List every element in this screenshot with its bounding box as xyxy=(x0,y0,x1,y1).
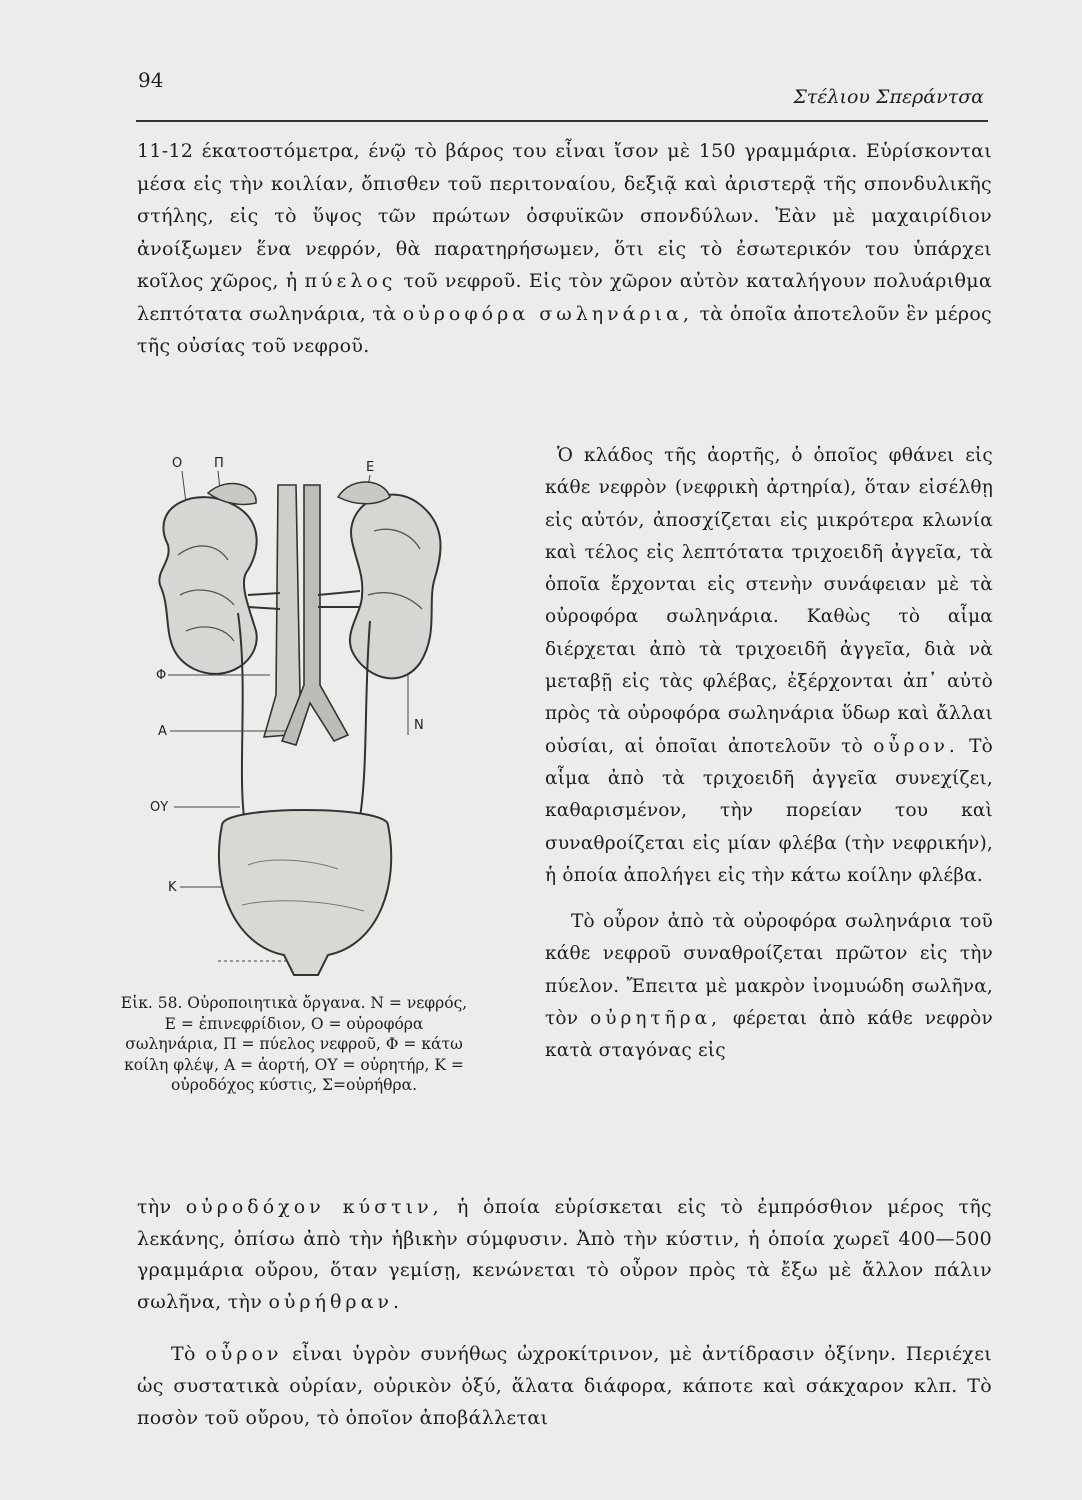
term-kystis: οὐροδόχον κύστιν, xyxy=(185,1196,443,1218)
label-OY: ΟΥ xyxy=(150,800,169,815)
paragraph-text: ἡ ὁποία εὑρίσκεται εἰς τὸ ἐμπρόσθιον μέρος τῆς λεκάνης, ὀπίσω ἀπὸ τὴν ἡβικὴν σύμφυσιν. Ἀπὸ τὴν κύστιν, ἡ ὁποία χωρεῖ 400—500 γραμμάρια οὔρου, ὅταν γεμίσῃ, κενώνεται τὸ οὖρον πρὸς τὰ ἔξω μὲ ἄλλον πάλιν σωλῆνα, τὴν xyxy=(137,1196,992,1313)
label-E: Ε xyxy=(366,460,375,475)
page-number: 94 xyxy=(138,68,164,92)
term-ouron: οὖρον. xyxy=(873,735,959,757)
label-Phi: Φ xyxy=(156,668,167,683)
paragraph-text: 11-12 έκατοστόμετρα, ένῷ τὸ βάρος του εἶναι ἴσον μὲ 150 γραμμάρια. Εὑρίσκονται μέσα εἰς τὴν κοιλίαν, ὄπισθεν τοῦ περιτοναίου, δεξιᾷ καὶ ἀριστερᾷ τῆς σπονδυλικῆς στήλης, εἰς τὸ ὕψος τῶν πρώτων ὀσφυϊκῶν σπονδύλων. Ἐὰν μὲ μαχαιρίδιον ἀνοίξωμεν ἕνα νεφρόν, θὰ παρατηρήσωμεν, ὅτι εἰς τὸ ἐσωτερικόν του ὑπάρχει κοῖλος χῶρος, ἡ xyxy=(137,140,992,292)
paragraph-text: τοῦ νεφροῦ. Εἰς τὸν χῶρον αὐτὸν καταλήγουν πολυάριθμα λεπτότατα σωληνάρια, τὰ xyxy=(137,270,993,325)
header-rule xyxy=(136,120,988,122)
label-P: Π xyxy=(214,456,224,471)
figure-caption: Εἰκ. 58. Οὐροποιητικὰ ὄργανα. Ν = νεφρός, Ε = ἐπινεφρίδιον, Ο = οὐροφόρα σωληνάρια, Π = πύελος νεφροῦ, Φ = κάτω κοίλη φλέψ, Α = ἀορτή, ΟΥ = οὐρητήρ, Κ = οὐροδόχος κύστις, Σ=οὐρήθρα. xyxy=(120,994,468,1094)
term-oureter: οὐρητῆρα, xyxy=(590,1008,721,1030)
paragraph-bladder xyxy=(137,1192,992,1318)
term-ouron: οὖρον xyxy=(205,1343,283,1365)
running-title: Στέλιου Σπεράντσα xyxy=(793,86,984,108)
paragraph-aorta xyxy=(545,440,993,892)
paragraph-text: τὴν xyxy=(137,1196,172,1218)
paragraph-text: τὰ ὁποῖα ἀποτελοῦν ἓν μέρος τῆς οὐσίας τοῦ νεφροῦ. xyxy=(137,302,992,357)
paragraph-urine xyxy=(137,1338,992,1434)
label-N: Ν xyxy=(414,718,424,733)
paragraph-text: Ὁ κλάδος τῆς ἀορτῆς, ὁ ὁποῖος φθάνει εἰς κάθε νεφρὸν (νεφρικὴ ἀρτηρία), ὅταν εἰσέλθῃ εἰς αὐτόν, ἀποσχίζεται εἰς μικρότερα κλωνία καὶ τέλος εἰς λεπτότατα τριχοειδῆ ἀγγεῖα, τὰ ὁποῖα ἔρχονται εἰς στενὴν συνάφειαν μὲ τὰ οὐροφόρα σωληνάρια. Καθὼς τὸ αἷμα διέρχεται ἀπὸ τὰ τριχοειδῆ ἀγγεῖα, διὰ νὰ μεταβῇ εἰς τὰς φλέβας, ἐξέρχονται ἀπ᾽ αὐτὸ πρὸς τὰ οὐροφόρα σωληνάρια ὕδωρ καὶ ἄλλαι οὐσίαι, αἱ ὁποῖαι ἀποτελοῦν τὸ xyxy=(545,445,993,757)
urinary-organs-figure xyxy=(138,445,498,990)
paragraph-text: Τὸ αἷμα ἀπὸ τὰ τριχοειδῆ ἀγγεῖα συνεχίζει, καθαρισμένον, τὴν πορείαν του καὶ συναθροίζεται εἰς μίαν φλέβα (τὴν νεφρικήν), ἡ ὁποία ἀπολήγει εἰς τὴν κάτω κοίλην φλέβα. xyxy=(545,735,993,886)
term-ourethra: οὐρήθραν. xyxy=(268,1290,404,1313)
paragraph-text: εἶναι ὑγρὸν συνήθως ὠχροκίτρινον, μὲ ἀντίδρασιν ὀξίνην. Περιέχει ὡς συστατικὰ οὐρίαν, οὐρικὸν ὀξύ, ἅλατα διάφορα, κάποτε καὶ σάκχαρον κλπ. Τὸ ποσὸν τοῦ οὔρου, τὸ ὁποῖον ἀποβάλλεται xyxy=(137,1343,992,1429)
urinary-organs-illustration xyxy=(138,445,498,990)
paragraph-pyelos xyxy=(545,906,993,1067)
term-pyelos: πύελος xyxy=(304,270,397,292)
paragraph-text: Τὸ οὖρον ἀπὸ τὰ οὐροφόρα σωληνάρια τοῦ κάθε νεφροῦ συναθροίζεται πρῶτον εἰς τὴν πύελον. Ἔπειτα μὲ μακρὸν ἰνομυώδη σωλῆνα, τὸν xyxy=(545,911,993,1030)
label-K: Κ xyxy=(168,880,177,895)
right-column-text xyxy=(545,440,993,1068)
paragraph-text: Τὸ xyxy=(171,1343,196,1365)
paragraph-kidneys xyxy=(137,135,992,363)
term-ourofora: οὐροφόρα σωληνάρια, xyxy=(402,302,693,325)
label-A: Α xyxy=(158,724,167,739)
paragraph-text: φέρεται ἀπὸ κάθε νεφρὸν κατὰ σταγόνας εἰς xyxy=(545,1008,993,1062)
label-O: Ο xyxy=(172,456,183,471)
